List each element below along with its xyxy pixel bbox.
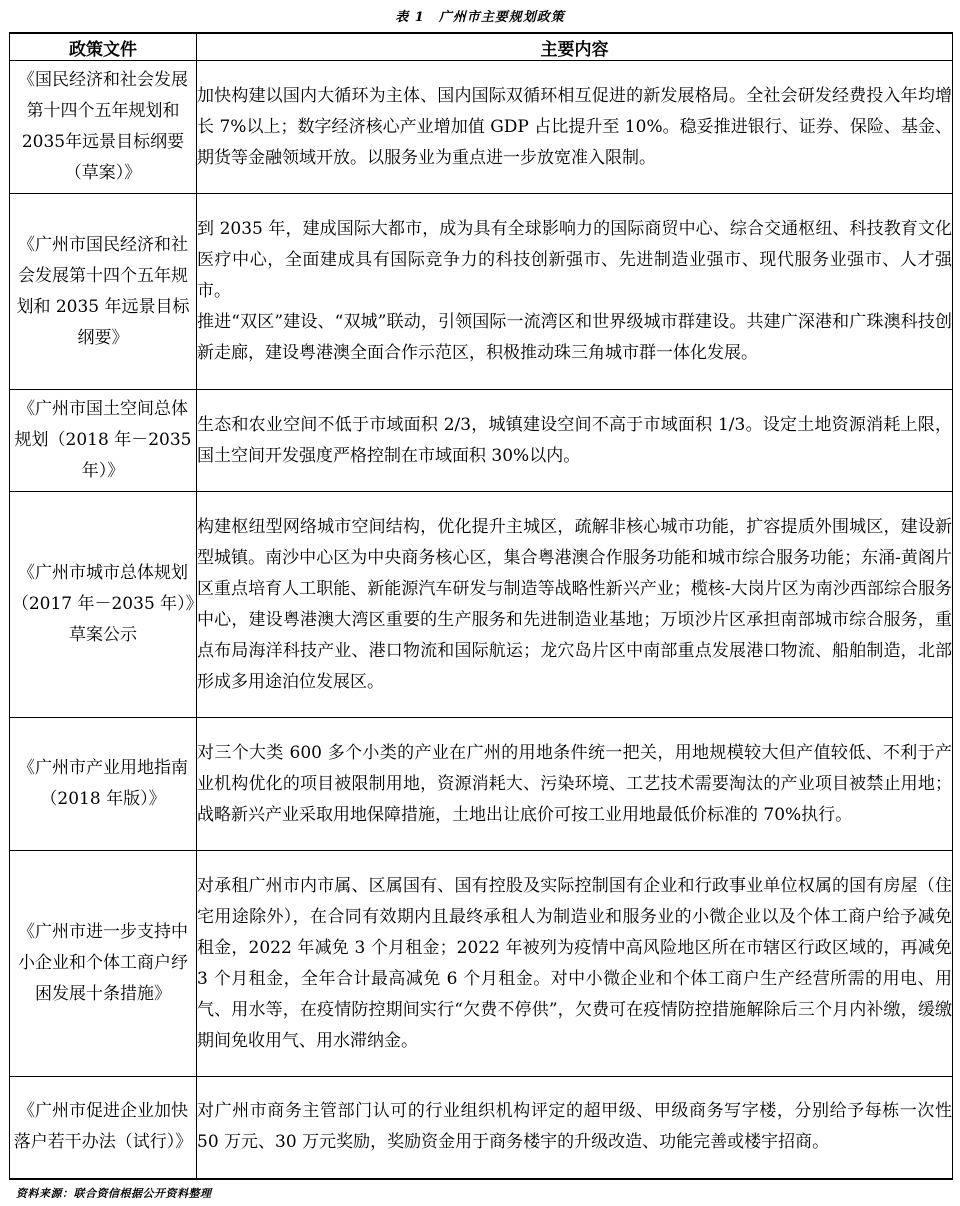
policy-content-cell [197, 390, 953, 492]
policy-content-cell [197, 718, 953, 851]
policy-content-cell [197, 492, 953, 718]
table-row [10, 718, 953, 851]
content-paragraph: 对广州市商务主管部门认可的行业组织机构评定的超甲级、甲级商务写字楼，分别给予每栋一次性 50 万元、30 万元奖励，奖励资金用于商务楼宇的升级改造、功能完善或楼宇招商。 [197, 1101, 952, 1153]
content-paragraph: 对三个大类 600 多个小类的产业在广州的用地条件统一把关，用地规模较大但产值较低、不利于产业机构优化的项目被限制用地，资源消耗大、污染环境、工艺技术需要淘汰的产业项目被禁止用地；战略新兴产业采取用地保障措施，土地出让底价可按工业用地最低价标准的 70%执行。 [197, 742, 952, 825]
content-paragraph: 到 2035 年，建成国际大都市，成为具有全球影响力的国际商贸中心、综合交通枢纽、科技教育文化医疗中心，全面建成具有国际竞争力的科技创新强市、先进制造业强市、现代服务业强市、人才强市。 [197, 219, 952, 301]
table-row [10, 1077, 953, 1179]
policy-document-cell: 《广州市促进企业加快落户若干办法（试行）》 [10, 1077, 197, 1179]
content-paragraph: 推进“双区”建设、“双城”联动，引领国际一流湾区和世界级城市群建设。共建广深港和广珠澳科技创新走廊，建设粤港澳全面合作示范区，积极推动珠三角城市群一体化发展。 [197, 312, 952, 363]
source-note: 资料来源：联合资信根据公开资料整理 [16, 1187, 212, 1200]
table-row [10, 61, 953, 194]
header-main-content: 主要内容 [197, 33, 953, 61]
policy-content-cell [197, 851, 953, 1077]
policy-document-cell: 《广州市国民经济和社会发展第十四个五年规划和 2035 年远景目标纲要》 [10, 194, 197, 390]
table-row [10, 492, 953, 718]
content-paragraph: 对承租广州市内市属、区属国有、国有控股及实际控制国有企业和行政事业单位权属的国有房屋（住宅用途除外），在合同有效期内且最终承租人为制造业和服务业的小微企业以及个体工商户给予减免租金，2022 年减免 3 个月租金；2022 年被列为疫情中高风险地区所在市辖区行政区域的，再减免 3 个月租金，全年合计最高减免 6 个月租金。对中小微企业和个体工商户生产经营所需的用电、用气、用水等，在疫情防控期间实行“欠费不停供”，欠费可在疫情防控措施解除后三个月内补缴，缓缴期间免收用气、用水滞纳金。 [197, 875, 952, 1051]
policy-content-cell [197, 194, 953, 390]
table-row [10, 390, 953, 492]
content-paragraph: 生态和农业空间不低于市域面积 2/3，城镇建设空间不高于市域面积 1/3。设定土地资源消耗上限，国土空间开发强度严格控制在市域面积 30%以内。 [197, 414, 952, 466]
policy-content-cell [197, 61, 953, 194]
table-row [10, 194, 953, 390]
policy-document-cell: 《广州市国土空间总体规划（2018 年－2035 年）》 [10, 390, 197, 492]
policy-table [9, 32, 953, 1180]
table-row [10, 851, 953, 1077]
policy-content-cell [197, 1077, 953, 1179]
table-caption: 表 1 广州市主要规划政策 [395, 10, 565, 25]
header-policy-document: 政策文件 [10, 33, 197, 61]
policy-document-cell: 《广州市城市总体规划（2017 年－2035 年）》草案公示 [10, 492, 197, 718]
policy-document-cell: 《国民经济和社会发展第十四个五年规划和2035年远景目标纲要（草案）》 [10, 61, 197, 194]
policy-document-cell: 《广州市进一步支持中小企业和个体工商户纾困发展十条措施》 [10, 851, 197, 1077]
table-header-row [10, 33, 953, 61]
policy-document-cell: 《广州市产业用地指南（2018 年版）》 [10, 718, 197, 851]
content-paragraph: 构建枢纽型网络城市空间结构，优化提升主城区，疏解非核心城市功能，扩容提质外围城区，建设新型城镇。南沙中心区为中央商务核心区，集合粤港澳合作服务功能和城市综合服务功能；东涌-黄阁片区重点培育人工职能、新能源汽车研发与制造等战略性新兴产业；榄核-大岗片区为南沙西部综合服务中心，建设粤港澳大湾区重要的生产服务和先进制造业基地；万顷沙片区承担南部城市综合服务，重点布局海洋科技产业、港口物流和国际航运；龙穴岛片区中南部重点发展港口物流、船舶制造，北部形成多用途泊位发展区。 [197, 516, 952, 692]
content-paragraph: 加快构建以国内大循环为主体、国内国际双循环相互促进的新发展格局。全社会研发经费投入年均增长 7%以上；数字经济核心产业增加值 GDP 占比提升至 10%。稳妥推进银行、证券、保险、基金、期货等金融领域开放。以服务业为重点进一步放宽准入限制。 [197, 85, 952, 168]
